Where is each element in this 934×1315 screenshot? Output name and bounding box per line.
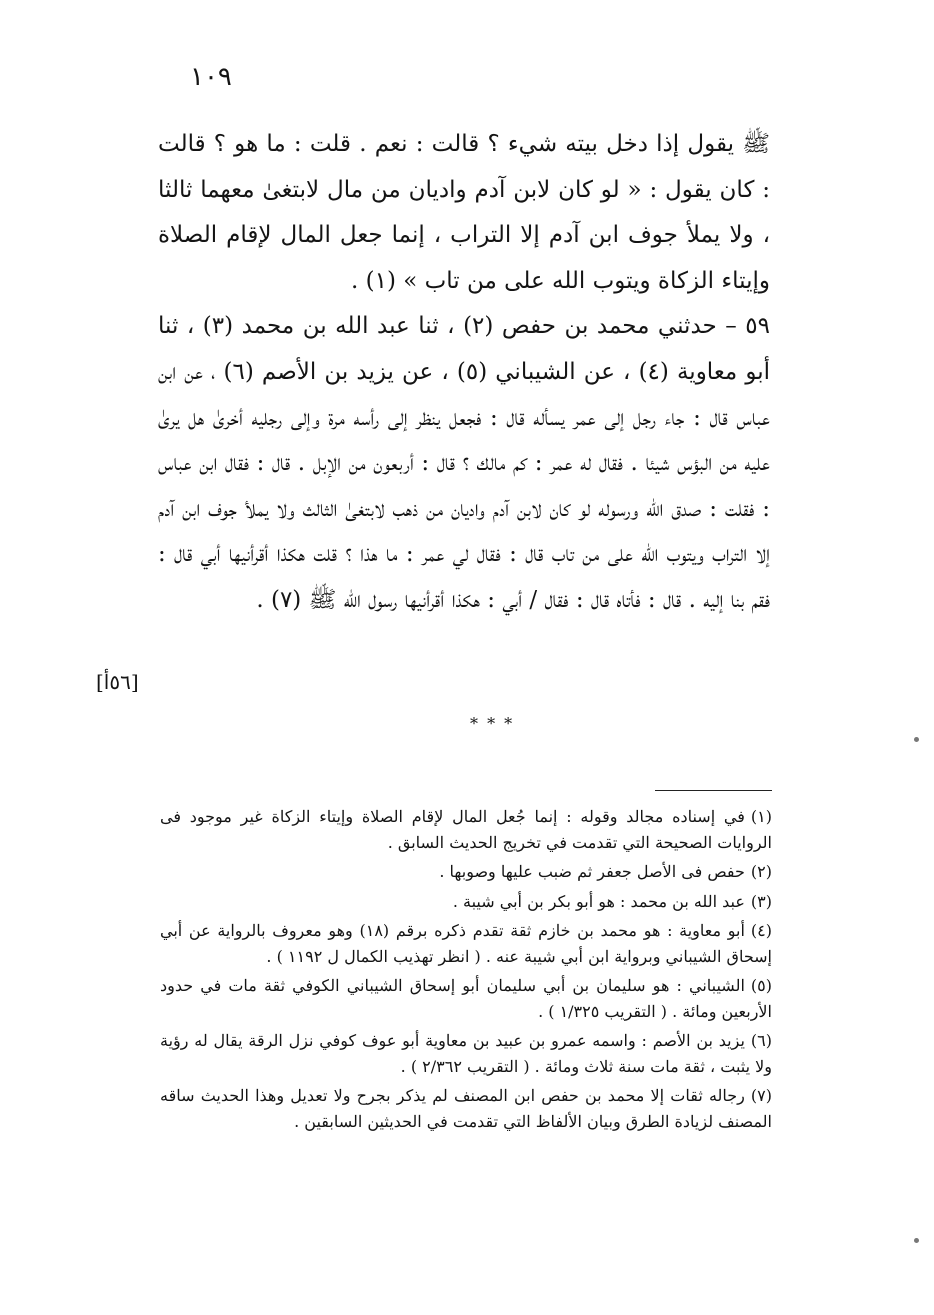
footnote-number: (٦): [750, 1031, 772, 1050]
footnote-number: (٤): [750, 921, 773, 940]
footnote-text: في إسناده مجالد وقوله : إنما جُعل المال لإقام الصلاة وإيتاء الزكاة غير موجود فى الروايات الصحيحة التي تقدمت في تخريج الحديث السابق .: [160, 807, 772, 852]
paragraph-hadith-59: ٥٩ – حدثني محمد بن حفص (٢) ، ثنا عبد الله بن محمد (٣) ، ثنا أبو معاوية (٤) ، عن الشيباني (٥) ، عن يزيد بن الأصم (٦) ، عن ابن عباس قال : جاء رجل إلى عمر يسأله قال : فجعل ينظر إلى رأسه مرة وإلى رجليه أخرىٰ هل يرىٰ عليه من البؤس شيئا . فقال له عمر : كم مالك ؟ قال : أربعون من الإبل . قال : فقال ابن عباس : فقلت : صدق الله ورسوله لو كان لابن آدم واديان من ذهب لابتغىٰ الثالث ولا يملأ جوف ابن آدم إلا التراب ويتوب الله على من تاب قال : فقال لي عمر : ما هذا ؟ قلت هكذا أقرأنيها أبي قال : فقم بنا إليه . قال : فأتاه قال : فقال / أبي : هكذا أقرأنيها رسول الله ﷺ (٧) .: [158, 313, 770, 613]
footnote-number: (٢): [750, 862, 772, 881]
scan-speck: [914, 1238, 919, 1243]
footnote-1: [160, 804, 772, 855]
footnotes: [160, 804, 772, 1138]
paragraph-intro: ﷺ يقول إذا دخل بيته شيء ؟ قالت : نعم . قلت : ما هو ؟ قالت : كان يقول : « لو كان لابن آدم واديان من مال لابتغىٰ معهما ثالثا ، ولا يملأ جوف ابن آدم إلا التراب ، إنما جعل المال لإقام الصلاة وإيتاء الزكاة ويتوب الله على من تاب » (١) .: [158, 131, 770, 294]
footnote-divider: [655, 790, 772, 791]
footnote-7: [160, 1083, 772, 1134]
footnote-number: (٣): [750, 891, 772, 911]
manuscript-folio-note: [٥٦أ]: [96, 670, 139, 694]
footnote-4: [160, 918, 772, 969]
footnote-3: [160, 889, 772, 915]
footnote-text: حفص فى الأصل جعفر ثم ضبب عليها وصوبها .: [439, 862, 745, 881]
footnote-text: رجاله ثقات إلا محمد بن حفص ابن المصنف لم يذكر بجرح ولا تعديل وهذا الحديث ساقه المصنف لزيادة الطرق وبيان الألفاظ التي تقدمت في الحديثين السابقين .: [160, 1086, 772, 1131]
footnote-2: [160, 859, 772, 885]
footnote-6: [160, 1028, 772, 1079]
section-separator: * * *: [470, 714, 515, 733]
footnote-text: أبو معاوية : هو محمد بن خازم ثقة تقدم ذكره برقم (١٨) وهو معروف بالرواية عن أبي إسحاق الشيباني وبرواية ابن أبي شيبة عنه . ( انظر تهذيب الكمال ل ١١٩٢ ) .: [160, 921, 772, 966]
footnote-text: الشيباني : هو سليمان بن أبي سليمان أبو إسحاق الشيباني الكوفي ثقة مات في حدود الأربعين ومائة . ( التقريب ١/٣٢٥ ) .: [160, 976, 772, 1021]
footnote-number: (٥): [750, 976, 772, 995]
footnote-number: (٧): [750, 1086, 772, 1105]
footnote-text: يزيد بن الأصم : واسمه عمرو بن عبيد بن معاوية أبو عوف كوفي نزل الرقة يقال له رؤية ولا يثبت ، ثقة مات سنة ثلاث ومائة . ( التقريب ٢/٣٦٢ ) .: [160, 1031, 772, 1076]
scan-speck: [914, 737, 919, 742]
footnote-5: [160, 973, 772, 1024]
footnote-text: عبد الله بن محمد : هو أبو بكر بن أبي شيبة .: [452, 891, 745, 911]
footnote-number: (١): [750, 807, 772, 826]
page-number: ١٠٩: [190, 62, 232, 92]
main-text: [158, 122, 770, 624]
